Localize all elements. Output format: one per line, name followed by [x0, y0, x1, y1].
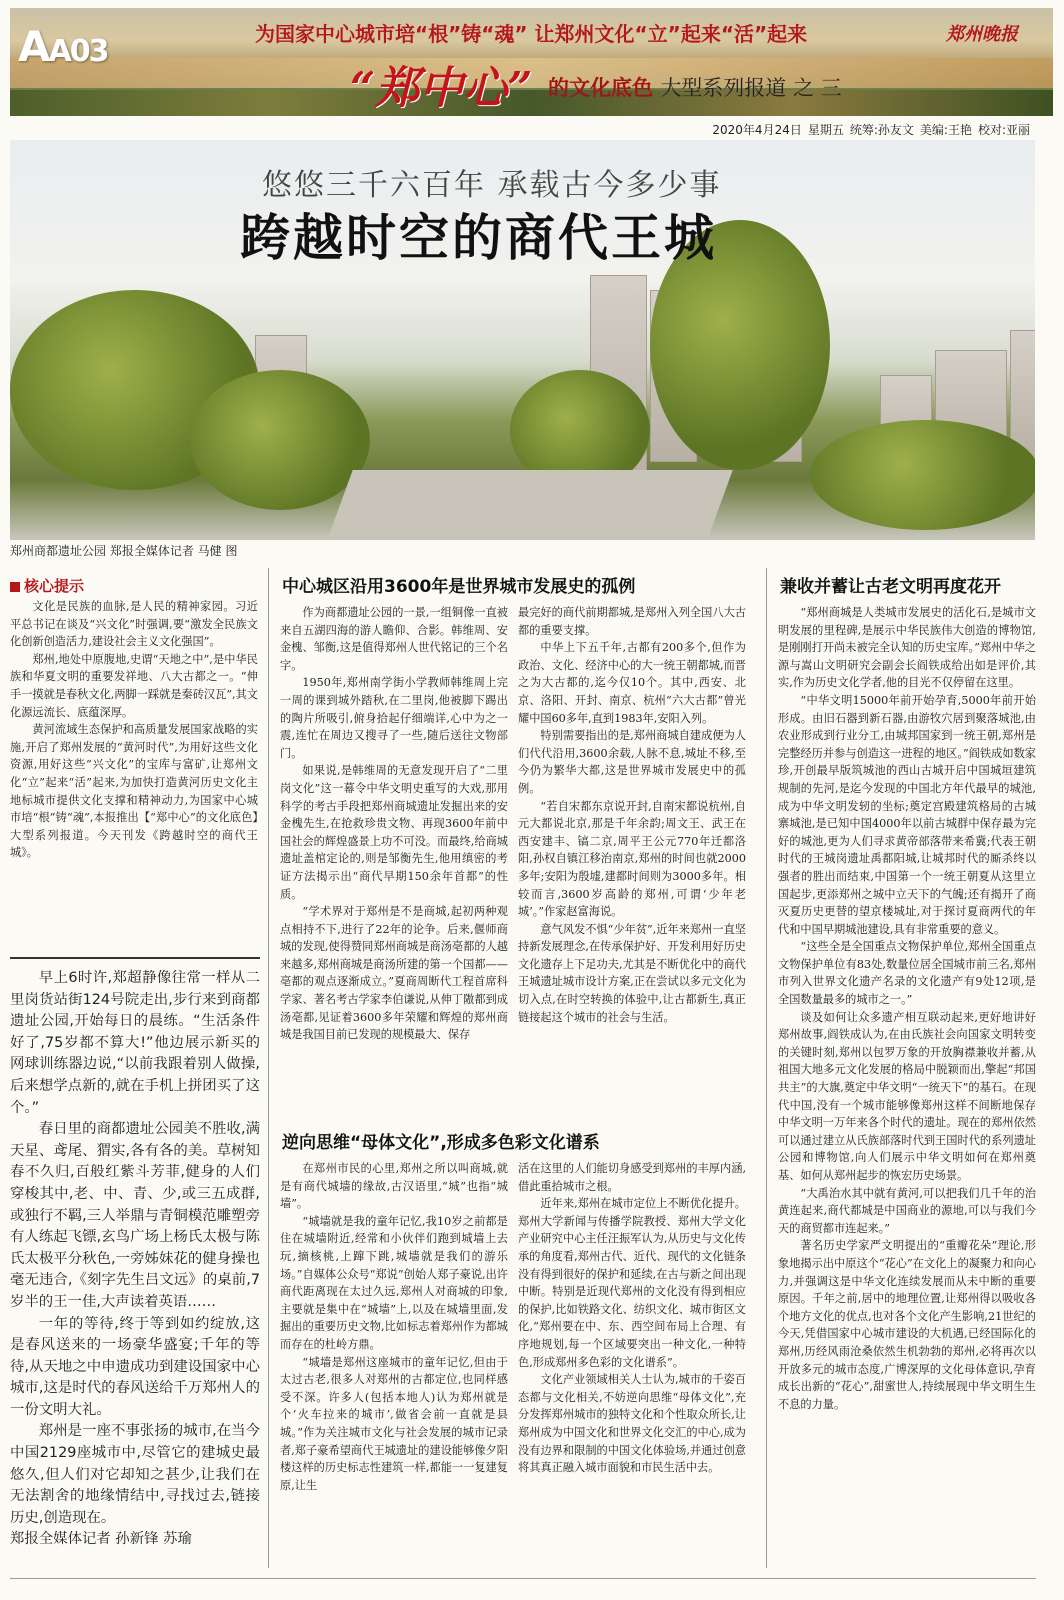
- section-title: 逆向思维“母体文化”,形成多色彩文化谱系: [282, 1133, 600, 1153]
- paragraph: 在郑州市民的心里,郑州之所以叫商城,就是有商代城墙的缘故,古汉语里,“城”也指“城墙”。: [280, 1162, 508, 1211]
- series-name: “郑中心”: [350, 63, 533, 114]
- paragraph: “城墙是郑州这座城市的童年记忆,但由于太过古老,很多人对郑州的古都定位,也同样感受不深。许多人(包括本地人)认为郑州就是个‘火车拉来的城市’,做省会前一直就是县城。”作为关注城市文化与社会发展的城市记录者,郑子豪希望商代王城遗址的建设能够像夕阳楼这样的历史标志性建筑一样,都能一一复建复原,让生: [280, 1355, 508, 1492]
- bottom-rule: [10, 1578, 1036, 1579]
- paragraph: 如果说,是韩维周的无意发现开启了“二里岗文化”这一幕令中华文明史重写的大戏,那用科学的考古手段把郑州商城遗址发掘出来的安金槐先生,在抢救珍贵文物、再现3600年前中国社会的辉煌盛景上功不可没。而最终,给商城遗址盖棺定论的,则是邹衡先生,他用缜密的考证方法揭示出“商代早期150余年首都”的性质。: [280, 764, 508, 901]
- square-icon: [10, 582, 20, 592]
- core-hint-paragraph: 郑州,地处中原腹地,史谓“天地之中”,是中华民族和华夏文明的重要发祥地、八大古都之一。“伸手一摸就是春秋文化,两脚一踩就是秦砖汉瓦”,其文化源远流长、底蕴深厚。: [10, 652, 258, 719]
- page-number: AA03: [18, 22, 108, 71]
- lead-paragraph: 一年的等待,终于等到如约绽放,这是春风送来的一场豪华盛宴;千年的等待,从天地之中申遗成功到建设国家中心城市,这是时代的春风送给千万郑州人的一份文明大礼。: [10, 1315, 260, 1418]
- paragraph: “大禹治水其中就有黄河,可以把我们几千年的治黄连起来,商代都城是中国商业的源地,可以与我们今天的商贸都市连起来。”: [778, 1186, 1036, 1235]
- paragraph: 著名历史学家严文明提出的“重瓣花朵”理论,形象地揭示出中原这个“花心”在文化上的凝聚力和向心力,并强调这是中华文化连续发展而从未中断的重要原因。千年之前,居中的地理位置,让郑州得以吸收各个地方文化的优点,也对各个文化产生影响,21世纪的今天,凭借国家中心城市建设的大机遇,已经国际化的郑州,历经风雨沧桑依然生机勃勃的郑州,必将再次以开放多元的城市态度,广博深厚的文化母体意识,孕育成长出新的“花心”,甜蜜世人,持续展现中华文明生生不息的力量。: [778, 1239, 1036, 1411]
- paragraph: “这些全是全国重点文物保护单位,郑州全国重点文物保护单位有83处,数量位居全国城市前三名,郑州市列入世界文化遗产名录的文化遗产有9处12项,是全国数量最多的城市之一。”: [778, 940, 1036, 1007]
- section2-column-a: [280, 1160, 508, 1570]
- core-hint-heading: 核心提示: [10, 575, 84, 596]
- lead-body: [10, 968, 260, 1563]
- lead-paragraph: 春日里的商都遗址公园美不胜收,满天星、鸢尾、猬实,各有各的美。草树知春不久归,百般红紫斗芳菲,健身的人们穿梭其中,老、中、青、少,或三五成群,或独行不羁,三人举鼎与青铜模范雕塑旁有人练起飞镖,玄鸟广场上杨氏太极与陈氏太极平分秋色,一旁姊妹花的健身操也毫无违合,《刻字先生吕文远》的桌前,7岁半的王一佳,大声读着英语……: [10, 1121, 260, 1310]
- lead-paragraph: 郑州是一座不事张扬的城市,在当今中国2129座城市中,尽管它的建城史最悠久,但人们对它却知之甚少,让我们在无法割舍的地缘情结中,寻找过去,链接历史,创造现在。: [10, 1423, 260, 1526]
- section1-column-a: [280, 604, 508, 1104]
- paragraph: “学术界对于郑州是不是商城,起初两种观点相持不下,进行了22年的论争。后来,偃师商城的发现,使得赞同郑州商城是商汤亳都的人越来越多,郑州商城是商汤所建的第一个国都——亳都的观点逐渐成立。”夏商周断代工程首席科学家、著名考古学家李伯谦说,从伸丁隞都到成汤亳都,见证着3600多年荣耀和辉煌的郑州商城是我国目前已发现的规模最大、保存: [280, 905, 508, 1042]
- paragraph: 谈及如何让众多遗产相互联动起来,更好地讲好郑州故事,阎铁成认为,在由氏族社会向国家文明转变的关键时刻,郑州以包罗万象的开放胸襟兼收并蓄,从祖国大地多元文化发展的格局中脱颖而出,擎起“邦国共主”的大旗,奠定中华文明“一统天下”的基石。在现代中国,没有一个城市能够像郑州这样不间断地保存中华文明一万年来各个时代的遗址。现在的郑州依然可以通过建立从氏族部落时代到王国时代的系列遗址公园和博物馆,向人们展示中华文明如何在郑州奠基、如何从郑州起步的恢宏历史场景。: [778, 1010, 1036, 1182]
- photo-tree: [190, 370, 370, 510]
- section3-column: [778, 604, 1036, 1572]
- core-hint-paragraph: 文化是民族的血脉,是人民的精神家园。习近平总书记在谈及“兴文化”时强调,要“激发全民族文化创新创造活力,建设社会主义文化强国”。: [10, 600, 258, 649]
- paragraph: “中华文明15000年前开始孕育,5000年前开始形成。由旧石器到新石器,由游牧穴居到聚落城池,由农业形成到行业分工,由城邦国家到一统王朝,郑州是完整经历并参与创造这一进程的地区。”阎铁成如数家珍,开创最早版筑城池的西山古城开启中国城垣建筑规制的先河,是迄今发现的中国北方年代最早的城池,成为中华文明发轫的坐标;奠定宫殿建筑格局的古城寨城池,是已知中国4000年以前古城群中保存最为完好的城池,更为人们寻求黄帝部落带来希冀;代表王朝时代的王城岗遗址禹都阳城,让城邦时代的厮杀终以强者的胜出而结束,中国第一个一统王朝夏从这里立国起步,更添郑州之城中立天下的气魄;还有揭开了商灭夏历史更替的望京楼城址,对于探讨夏商两代的年代和中国早期城池建设,具有非常重要的意义。: [778, 693, 1036, 936]
- section1-column-b: [518, 604, 746, 1104]
- paragraph: 活在这里的人们能切身感受到郑州的丰厚内涵,借此重拾城市之根。: [518, 1162, 746, 1193]
- series-subtitle: 的文化底色 大型系列报道 之 三: [548, 76, 842, 100]
- divider: [10, 957, 260, 959]
- paragraph: “城墙就是我的童年记忆,我10岁之前都是住在城墙附近,经常和小伙伴们跑到城墙上去玩,摘核桃,上蹿下跳,城墙就是我们的游乐场。”自媒体公众号“郑说”创始人郑子豪说,出许商代距离现在太过久远,郑州人对商城的印象,主要就是集中在“城墙”上,以及在城墙里面,发掘出的重要历史文物,比如标志着郑州作为都城而存在的杜岭方鼎。: [280, 1214, 508, 1351]
- headline-kicker: 悠悠三千六百年 承载古今多少事: [262, 168, 722, 203]
- photo-tree: [810, 420, 1035, 530]
- section-title: 兼收并蓄让古老文明再度花开: [780, 577, 1001, 597]
- photo-caption: 郑州商都遗址公园 郑报全媒体记者 马健 图: [10, 544, 238, 558]
- column-divider: [766, 568, 767, 1568]
- paragraph: 意气风发不惧“少年贫”,近年来郑州一直坚持新发展理念,在传承保护好、开发利用好历史文化遗存上下足功夫,尤其是不断优化中的商代王城遗址城市设计方案,正在尝试以多元文化为切入点,在时空转换的体验中,让古都新生,真正链接起这个城市的社会与生活。: [518, 922, 746, 1024]
- paragraph: 中华上下五千年,古都有200多个,但作为政治、文化、经济中心的大一统王朝都城,而晋之为大古都的,迄今仅10个。其中,西安、北京、洛阳、开封、南京、杭州“六大古都”曾光耀中国60多年,直到1983年,安阳入列。: [518, 641, 746, 725]
- paragraph: 特别需要指出的是,郑州商城自建成便为人们代代沿用,3600余载,人脉不息,城址不移,至今仍为繁华大都,这是世界城市发展史中的孤例。: [518, 729, 746, 795]
- paragraph: 文化产业领域相关人士认为,城市的千姿百态都与文化相关,不妨逆向思维“母体文化”,充分发挥郑州城市的独特文化和个性取众所长,让郑州成为中国文化和世界文化交汇的中心,成为没有边界和限制的中国文化体验场,并通过创意将其真正融入城市面貌和市民生活中去。: [518, 1373, 746, 1475]
- series-slogan: 为国家中心城市培“根”铸“魂” 让郑州文化“立”起来“活”起来: [255, 22, 808, 46]
- paragraph: 1950年,郑州南学街小学教师韩维周上完一周的课到城外踏秋,在二里岗,他被脚下踢出的陶片所吸引,俯身拾起仔细端详,心中为之一震,连忙在周边又搜寻了一些,随后送往文物部门。: [280, 676, 508, 760]
- paragraph: 近年来,郑州在城市定位上不断优化提升。郑州大学新闻与传播学院教授、郑州大学文化产业研究中心主任汪振军认为,从历史与文化传承的角度看,郑州古代、近代、现代的文化链条没有得到很好的保护和延续,在古与新之间出现中断。特别是近现代郑州的文化没有得到相应的保护,比如铁路文化、纺织文化、城市街区文化,“郑州要在中、东、西空间布局上合理、有序地规划,每一个区域要突出一种文化,一种特色,形成郑州多色彩的文化谱系”。: [518, 1197, 746, 1369]
- paragraph: 作为商都遗址公园的一景,一组铜像一直被来自五湖四海的游人瞻仰、合影。韩维周、安金槐、邹衡,这是值得郑州人世代铭记的三个名字。: [280, 606, 508, 672]
- core-hint-paragraph: 黄河流域生态保护和高质量发展国家战略的实施,开启了郑州发展的“黄河时代”,为用好这些文化资源,用好这些“兴文化”的宝库与富矿,让郑州文化“立”起来“活”起来,为加快打造黄河历史文化主地标城市提供文化支撑和精神动力,为国家中心城市培“根”铸“魂”,本报推出【“郑中心”的文化底色】大型系列报道。今天刊发《跨越时空的商代王城》。: [10, 723, 258, 860]
- column-divider: [268, 568, 269, 1568]
- headline-title: 跨越时空的商代王城: [240, 209, 717, 267]
- dateline: 2020年4月24日 星期五 统筹:孙友文 美编:王艳 校对:亚丽: [712, 123, 1030, 137]
- section2-column-b: [518, 1160, 746, 1570]
- paragraph: 最完好的商代前期都城,是郑州入列全国八大古都的重要支撑。: [518, 606, 746, 637]
- paragraph: “若自宋都东京说开封,自南宋都说杭州,自元大都说北京,那是千年余韵;周文王、武王在西安建丰、镐二京,周平王公元770年迁都洛阳,孙权自镇江移治南京,郑州的时间也就2000多年;安阳为殷墟,建都时间则为3000多年。相较而言,3600岁高龄的郑州,可谓‘少年老城’。”作家赵富海说。: [518, 799, 746, 919]
- photo-path: [327, 470, 732, 540]
- section-title: 中心城区沿用3600年是世界城市发展史的孤例: [282, 577, 636, 597]
- byline: 郑报全媒体记者 孙新锋 苏瑜: [10, 1531, 192, 1548]
- newspaper-logo: 郑州晚报: [946, 24, 1018, 45]
- core-hint-body: [10, 598, 258, 918]
- lead-paragraph: 早上6时许,郑超静像往常一样从二里岗货站街124号院走出,步行来到商都遗址公园,开始每日的晨练。“生活条件好了,75岁都不算大!”他边展示新买的网球训练器边说,“以前我跟着别人做操,后来想学点新的,就在手机上拼团买了这个。”: [10, 970, 260, 1116]
- paragraph: “郑州商城是人类城市发展史的活化石,是城市文明发展的里程碑,是展示中华民族伟大创造的博物馆,是刚刚打开尚未被完全认知的历史宝库。”郑州中华之源与嵩山文明研究会副会长阎铁成给出如是评价,其实,作为历史文化学者,他的目光不仅停留在这里。: [778, 606, 1036, 690]
